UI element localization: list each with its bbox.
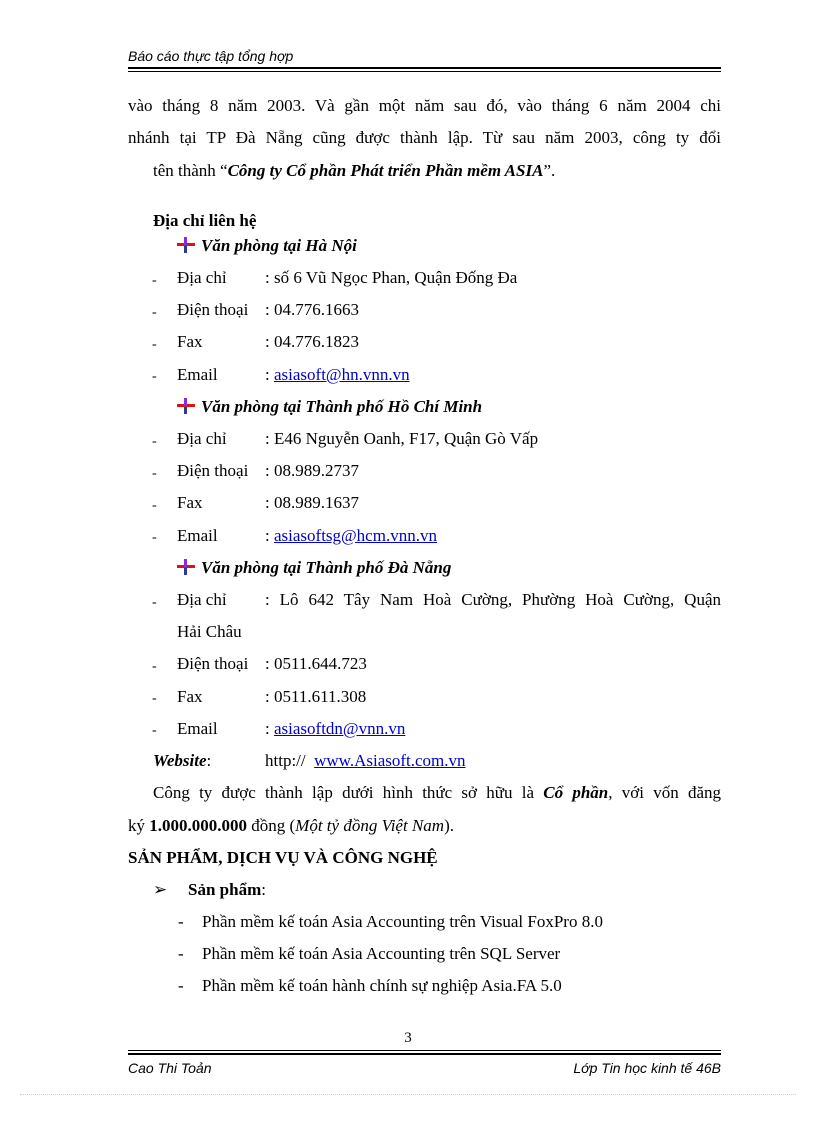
website-label: Website: [153,751,212,770]
office-hcm-title: Văn phòng tại Thành phố Hồ Chí Minh [177,397,482,417]
hcm-fax-label: Fax [177,493,203,512]
danang-phone-label: Điện thoại [177,654,249,673]
hanoi-address-label: Địa chỉ [177,268,227,287]
hcm-fax: : 08.989.1637 [265,493,359,512]
office-danang-title: Văn phòng tại Thành phố Đà Nẵng [177,558,451,578]
danang-address: : Lô 642 Tây Nam Hoà Cường, Phường Hoà Cường, Quận [265,590,721,609]
hcm-phone-label: Điện thoại [177,461,249,480]
hcm-email-link[interactable]: asiasoftsg@hcm.vnn.vn [273,526,437,545]
ownership-line-2: ký 1.000.000.000 đồng (Một tỷ đồng Việt Nam). [128,816,454,835]
hanoi-address: : số 6 Vũ Ngọc Phan, Quận Đống Đa [265,268,518,287]
hanoi-phone-label: Điện thoại [177,300,249,319]
intro-line-2: nhánh tại TP Đà Nẵng cũng được thành lập. Từ sau năm 2003, công ty đổi [128,128,721,147]
hcm-phone: : 08.989.2737 [265,461,359,480]
danang-fax: : 0511.611.308 [265,687,367,706]
website-prefix: http:// [265,751,306,770]
footer-rule [128,1050,721,1051]
danang-email-link[interactable]: asiasoftdn@vnn.vn [273,719,406,738]
header-rule-thin [128,71,721,72]
danang-email-label: Email [177,719,218,738]
office-hanoi-title: Văn phòng tại Hà Nội [177,236,357,256]
danang-phone: : 0511.644.723 [265,654,367,673]
header-rule [128,67,721,69]
hcm-email-label: Email [177,526,218,545]
product-item: Phần mềm kế toán Asia Accounting trên SQL Server [202,944,561,963]
contact-heading: Địa chỉ liên hệ [153,211,257,230]
hanoi-email-link[interactable]: asiasoft@hn.vnn.vn [273,365,410,384]
hanoi-fax: : 04.776.1823 [265,332,359,351]
header-title: Báo cáo thực tập tổng hợp [128,48,294,64]
section-title-products: SẢN PHẨM, DỊCH VỤ VÀ CÔNG NGHỆ [128,848,438,867]
company-name: Công ty Cổ phần Phát triển Phần mềm ASIA [227,161,544,180]
danang-address-cont: Hải Châu [177,622,242,641]
intro-line-3: tên thành “Công ty Cổ phần Phát triển Phần mềm ASIA”. [153,161,556,180]
page-edge-dots [20,1094,796,1095]
hcm-address: : E46 Nguyễn Oanh, F17, Quận Gò Vấp [265,429,539,448]
arrow-icon: ➢ [153,880,168,899]
product-item: Phần mềm kế toán hành chính sự nghiệp Asia.FA 5.0 [202,976,562,995]
danang-address-label: Địa chỉ [177,590,227,609]
danang-fax-label: Fax [177,687,203,706]
footer-class: Lớp Tin học kinh tế 46B [573,1060,721,1076]
plus-arrow-icon [177,237,195,253]
website-link[interactable]: www.Asiasoft.com.vn [314,751,466,770]
hanoi-fax-label: Fax [177,332,203,351]
hanoi-phone: : 04.776.1663 [265,300,359,319]
plus-arrow-icon [177,398,195,414]
footer-rule-thick [128,1053,721,1055]
intro-line-1: vào tháng 8 năm 2003. Và gần một năm sau đó, vào tháng 6 năm 2004 chi [128,96,721,115]
ownership-line-1: Công ty được thành lập dưới hình thức sở hữu là Cổ phần, với vốn đăng [153,783,721,802]
footer-author: Cao Thi Toản [128,1060,212,1076]
hcm-address-label: Địa chỉ [177,429,227,448]
page-number: 3 [404,1030,412,1046]
products-subheading: Sản phẩm: [188,880,266,899]
plus-arrow-icon [177,559,195,575]
product-item: Phần mềm kế toán Asia Accounting trên Visual FoxPro 8.0 [202,912,603,931]
hanoi-email-label: Email [177,365,218,384]
